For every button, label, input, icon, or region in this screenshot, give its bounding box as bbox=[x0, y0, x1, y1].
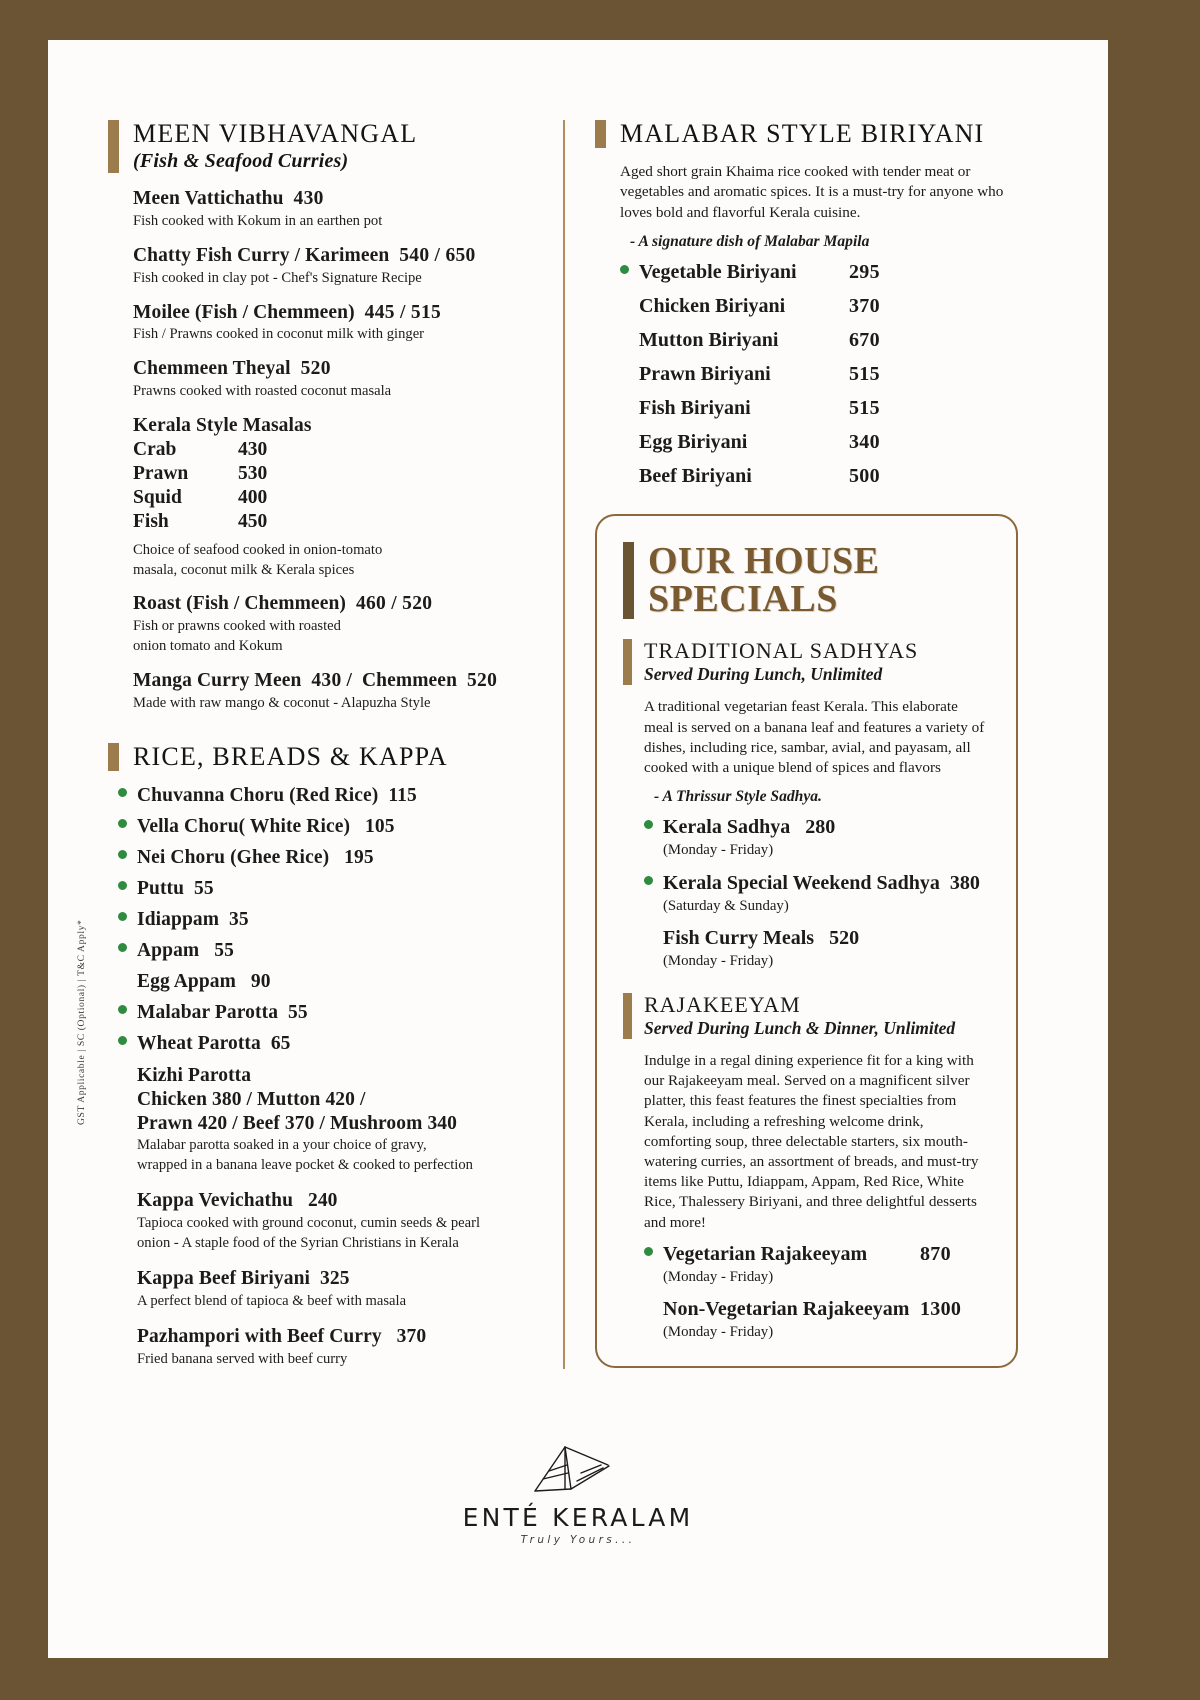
item-label: Kappa Vevichathu bbox=[137, 1190, 294, 1212]
menu-item bbox=[118, 1267, 539, 1311]
boat-logo-icon bbox=[513, 1429, 643, 1499]
item-label: Vegetarian Rajakeeyam bbox=[663, 1242, 868, 1265]
rice-items bbox=[108, 785, 539, 1369]
item-label: Chicken Biriyani bbox=[639, 294, 786, 317]
brand-tagline: Truly Yours... bbox=[520, 1534, 636, 1546]
biriyani-description: Aged short grain Khaima rice cooked with tender meat or vegetables and aromatic spices. It is a must-try for anyone who loves bold and flavorful Kerala cuisine. bbox=[620, 163, 1004, 221]
item-label: Wheat Parotta bbox=[137, 1033, 261, 1055]
section-title-sadhyas: TRADITIONAL SADHYAS bbox=[644, 638, 919, 664]
masala-row bbox=[133, 462, 539, 486]
kizhi-parotta-group bbox=[118, 1064, 539, 1175]
item-price: 460 / 520 bbox=[355, 593, 433, 615]
list-item bbox=[644, 927, 990, 950]
spacer-dot bbox=[620, 401, 629, 410]
list-item bbox=[620, 329, 1018, 352]
item-label: Chuvanna Choru (Red Rice) bbox=[137, 785, 379, 807]
fish-items bbox=[108, 187, 539, 713]
item-label: Beef Biriyani bbox=[639, 464, 752, 487]
veg-dot-icon bbox=[118, 912, 127, 921]
item-label: Egg Appam bbox=[137, 971, 236, 993]
item-label: Nei Choru (Ghee Rice) bbox=[137, 847, 330, 869]
item-price: 515 bbox=[849, 396, 880, 419]
masala-group bbox=[133, 414, 539, 579]
item-label: Moilee (Fish / Chemmeen) bbox=[133, 301, 355, 323]
item-label: Fish Curry Meals bbox=[663, 927, 815, 950]
veg-dot-icon bbox=[644, 820, 653, 829]
list-item bbox=[644, 1243, 990, 1266]
item-description: onion tomato and Kokum bbox=[133, 638, 283, 655]
list-item bbox=[118, 816, 539, 838]
section-title-rajakeeyam: RAJAKEEYAM bbox=[644, 991, 801, 1017]
item-label: Kerala Sadhya bbox=[663, 816, 791, 839]
spacer-dot bbox=[118, 974, 127, 983]
item-price: 65 bbox=[270, 1033, 291, 1055]
section-accent-bar bbox=[108, 120, 119, 173]
masala-title: Kerala Style Masalas bbox=[133, 415, 312, 437]
item-price: 115 bbox=[388, 785, 417, 807]
list-item bbox=[118, 1033, 539, 1055]
item-label: Idiappam bbox=[137, 909, 220, 931]
section-header-rajakeeyam bbox=[623, 993, 990, 1039]
item-label: Vella Choru( White Rice) bbox=[137, 816, 351, 838]
list-item bbox=[620, 295, 1018, 318]
item-description: Malabar parotta soaked in a your choice of gravy, bbox=[137, 1137, 427, 1154]
section-subtitle-rajakeeyam: Served During Lunch & Dinner, Unlimited bbox=[644, 1017, 956, 1038]
item-label: Chatty Fish Curry / Karimeen bbox=[133, 244, 390, 266]
item-price: 870 bbox=[920, 1242, 951, 1265]
item-label: Non-Vegetarian Rajakeeyam bbox=[663, 1298, 910, 1321]
item-label: Meen Vattichathu bbox=[133, 188, 284, 210]
item-label: Manga Curry Meen bbox=[133, 670, 302, 692]
veg-dot-icon bbox=[118, 881, 127, 890]
item-label: Roast (Fish / Chemmeen) bbox=[133, 593, 346, 615]
section-title-rice: RICE, BREADS & KAPPA bbox=[133, 741, 448, 771]
item-label: Prawn bbox=[133, 463, 189, 485]
section-title-fish: MEEN VIBHAVANGAL bbox=[133, 119, 418, 148]
section-header-fish bbox=[108, 120, 539, 173]
sadhyas-body bbox=[623, 697, 990, 970]
veg-dot-icon bbox=[620, 265, 629, 274]
item-description: wrapped in a banana leave pocket & cooked to perfection bbox=[137, 1157, 473, 1174]
veg-dot-icon bbox=[644, 876, 653, 885]
item-price-alt: 520 bbox=[466, 670, 498, 692]
masala-row bbox=[133, 438, 539, 462]
item-label: Mutton Biriyani bbox=[639, 328, 779, 351]
item-price: 450 bbox=[238, 511, 268, 533]
menu-columns bbox=[108, 120, 1048, 1369]
item-price: 530 bbox=[238, 463, 268, 485]
item-description: Fish / Prawns cooked in coconut milk with ginger bbox=[133, 326, 425, 343]
spacer-dot bbox=[644, 931, 653, 940]
item-label: Kerala Special Weekend Sadhya bbox=[663, 871, 940, 894]
menu-item bbox=[118, 1189, 539, 1253]
section-header-sadhyas bbox=[623, 639, 990, 685]
item-price: 370 bbox=[396, 1325, 427, 1347]
kizhi-prices-line2: Prawn 420 / Beef 370 / Mushroom 340 bbox=[137, 1112, 457, 1134]
item-description: masala, coconut milk & Kerala spices bbox=[133, 561, 355, 578]
list-item bbox=[118, 785, 539, 807]
item-description: Fish or prawns cooked with roasted bbox=[133, 618, 341, 635]
item-price: 445 / 515 bbox=[364, 301, 442, 323]
item-label: Fish Biriyani bbox=[639, 396, 751, 419]
brand-name: ENTÉ KERALAM bbox=[462, 1503, 694, 1532]
menu-page bbox=[48, 40, 1108, 1658]
item-availability: (Monday - Friday) bbox=[663, 1268, 774, 1285]
section-accent-bar bbox=[595, 120, 606, 148]
list-item bbox=[118, 971, 539, 993]
menu-item bbox=[118, 1325, 539, 1369]
item-price: 280 bbox=[805, 816, 836, 839]
item-availability: (Monday - Friday) bbox=[663, 842, 774, 859]
house-title-line2: SPECIALS bbox=[648, 578, 838, 621]
item-price: 55 bbox=[288, 1002, 308, 1024]
spacer-dot bbox=[620, 367, 629, 376]
item-description: Prawns cooked with roasted coconut masala bbox=[133, 383, 392, 400]
item-price: 520 bbox=[300, 358, 331, 380]
rajakeeyam-body bbox=[623, 1051, 990, 1342]
footer-logo bbox=[48, 1429, 1108, 1546]
sadhyas-description: A traditional vegetarian feast Kerala. This elaborate meal is served on a banana leaf and features a variety of dishes, including rice, sambar, avial, and payasam, all cooked with a unique blend of spices and flavors bbox=[644, 698, 985, 777]
item-description: Fried banana served with beef curry bbox=[137, 1350, 348, 1367]
item-price: 35 bbox=[229, 909, 249, 931]
item-description: Fish cooked with Kokum in an earthen pot bbox=[133, 212, 383, 229]
item-description: onion - A staple food of the Syrian Christians in Kerala bbox=[137, 1235, 459, 1252]
menu-item bbox=[133, 669, 539, 713]
section-title-biriyani: MALABAR STYLE BIRIYANI bbox=[620, 119, 985, 148]
item-label: Pazhampori with Beef Curry bbox=[137, 1325, 382, 1347]
veg-dot-icon bbox=[118, 943, 127, 952]
list-item bbox=[620, 397, 1018, 420]
item-description: Tapioca cooked with ground coconut, cumin seeds & pearl bbox=[137, 1215, 481, 1232]
section-header-rice bbox=[108, 743, 539, 771]
section-subtitle-sadhyas: Served During Lunch, Unlimited bbox=[644, 664, 883, 685]
item-price: 380 bbox=[949, 871, 980, 894]
item-price: 670 bbox=[849, 328, 880, 351]
item-price: 540 / 650 bbox=[399, 244, 476, 266]
item-label: Fish bbox=[133, 511, 169, 533]
section-accent-bar bbox=[623, 993, 632, 1039]
item-price: 370 bbox=[849, 294, 880, 317]
menu-item bbox=[133, 187, 539, 231]
item-price: 515 bbox=[849, 362, 880, 385]
list-item bbox=[118, 1002, 539, 1024]
item-availability: (Monday - Friday) bbox=[663, 953, 774, 970]
item-description: Choice of seafood cooked in onion-tomato bbox=[133, 541, 383, 558]
item-price: 430 bbox=[238, 438, 268, 460]
rajakeeyam-description: Indulge in a regal dining experience fit for a king with our Rajakeeyam meal. Served on a magnificent silver platter, this feast features the finest specialties from Kerala, including a refreshing welcome drink, comforting soup, three delectable starters, six mouth-watering curries, an assortment of breads, and must-try items like Puttu, Idiappam, Appam, Red Rice, White Rice, Thalessery Biriyani, and three delightful desserts and more! bbox=[644, 1051, 979, 1231]
kizhi-prices-line1: Chicken 380 / Mutton 420 / bbox=[137, 1088, 366, 1110]
item-label: Malabar Parotta bbox=[137, 1002, 279, 1024]
item-label: Kizhi Parotta bbox=[137, 1065, 252, 1087]
list-item bbox=[118, 878, 539, 900]
item-price: 240 bbox=[307, 1190, 338, 1212]
item-label: Squid bbox=[133, 487, 182, 509]
item-price: 400 bbox=[238, 487, 268, 509]
item-price: 55 bbox=[214, 940, 234, 962]
item-price: 105 bbox=[365, 816, 395, 838]
veg-dot-icon bbox=[118, 788, 127, 797]
section-subtitle-fish: (Fish & Seafood Curries) bbox=[133, 150, 349, 173]
section-header-biriyani bbox=[595, 120, 1018, 148]
item-label: Chemmeen Theyal bbox=[133, 358, 291, 380]
list-item bbox=[118, 847, 539, 869]
menu-item bbox=[133, 244, 539, 288]
section-accent-bar bbox=[108, 743, 119, 771]
masala-row bbox=[133, 510, 539, 534]
item-description: Made with raw mango & coconut - Alapuzha Style bbox=[133, 694, 431, 711]
item-price: 195 bbox=[344, 847, 374, 869]
item-price: 90 bbox=[250, 971, 271, 993]
spacer-dot bbox=[620, 333, 629, 342]
house-specials-header bbox=[623, 539, 990, 621]
list-item bbox=[620, 431, 1018, 454]
list-item bbox=[644, 872, 990, 895]
item-price: 340 bbox=[849, 430, 880, 453]
list-item bbox=[118, 909, 539, 931]
item-label: Egg Biriyani bbox=[639, 430, 748, 453]
price-separator: / bbox=[346, 670, 353, 692]
sadhyas-quote: - A Thrissur Style Sadhya. bbox=[654, 788, 822, 806]
menu-item bbox=[133, 301, 539, 345]
house-title-line1: OUR HOUSE bbox=[648, 539, 880, 582]
house-specials-box bbox=[595, 514, 1018, 1368]
item-label: Prawn Biriyani bbox=[639, 362, 771, 385]
item-availability: (Saturday & Sunday) bbox=[663, 897, 789, 914]
spacer-dot bbox=[620, 469, 629, 478]
section-accent-bar bbox=[623, 542, 634, 620]
item-label-alt: Chemmeen bbox=[361, 670, 458, 692]
item-price: 430 bbox=[311, 670, 342, 692]
item-price: 1300 bbox=[920, 1298, 962, 1321]
veg-dot-icon bbox=[118, 850, 127, 859]
menu-item bbox=[133, 592, 539, 656]
masala-row bbox=[133, 486, 539, 510]
legal-note: GST Applicable | SC (Optional) | T&C Apply* bbox=[76, 919, 87, 1125]
list-item bbox=[644, 816, 990, 839]
item-label: Crab bbox=[133, 438, 177, 460]
list-item bbox=[620, 465, 1018, 488]
item-price: 500 bbox=[849, 464, 880, 487]
menu-item bbox=[133, 357, 539, 401]
spacer-dot bbox=[644, 1302, 653, 1311]
item-availability: (Monday - Friday) bbox=[663, 1324, 774, 1341]
item-label: Appam bbox=[137, 940, 200, 962]
veg-dot-icon bbox=[118, 1005, 127, 1014]
item-price: 55 bbox=[194, 878, 214, 900]
list-item bbox=[620, 363, 1018, 386]
list-item bbox=[644, 1298, 990, 1321]
item-description: Fish cooked in clay pot - Chef's Signature Recipe bbox=[133, 269, 422, 286]
veg-dot-icon bbox=[644, 1247, 653, 1256]
item-label: Vegetable Biriyani bbox=[639, 260, 797, 283]
item-price: 295 bbox=[849, 260, 880, 283]
veg-dot-icon bbox=[118, 819, 127, 828]
veg-dot-icon bbox=[118, 1036, 127, 1045]
item-price: 325 bbox=[320, 1268, 350, 1290]
biriyani-quote: - A signature dish of Malabar Mapila bbox=[630, 232, 870, 250]
section-accent-bar bbox=[623, 639, 632, 685]
list-item bbox=[620, 261, 1018, 284]
biriyani-body bbox=[595, 162, 1018, 488]
spacer-dot bbox=[620, 435, 629, 444]
left-column bbox=[108, 120, 563, 1369]
item-description: A perfect blend of tapioca & beef with masala bbox=[137, 1292, 407, 1309]
item-label: Puttu bbox=[137, 878, 185, 900]
right-column bbox=[563, 120, 1018, 1369]
item-label: Kappa Beef Biriyani bbox=[137, 1268, 311, 1290]
item-price: 520 bbox=[829, 927, 860, 950]
list-item bbox=[118, 940, 539, 962]
item-price: 430 bbox=[293, 188, 324, 210]
spacer-dot bbox=[620, 299, 629, 308]
